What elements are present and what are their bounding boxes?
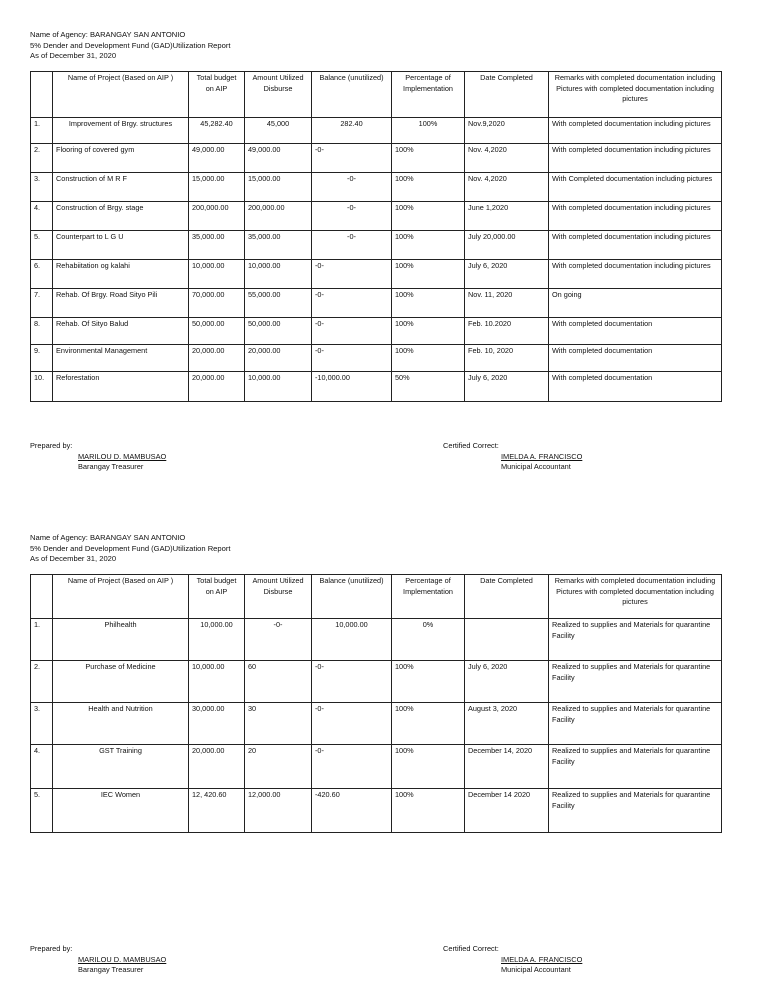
table-row: 3. Construction of M R F 15,000.00 15,000.00 -0- 100% Nov. 4,2020 With Completed documentation including pictures (31, 173, 722, 202)
prepared-title: Barangay Treasurer (78, 965, 144, 974)
table-row: 5. IEC Women 12, 420.60 12,000.00 -420.60 100% December 14 2020 Realized to supplies and Materials for quarantine Facility (31, 789, 722, 833)
certified-name: IMELDA A. FRANCISCO (501, 451, 583, 461)
report-date: As of December 31, 2020 (30, 554, 117, 563)
col-no (31, 72, 53, 118)
col-percentage: Percentage of Implementation (392, 72, 465, 118)
col-remarks: Remarks with completed documentation including Pictures with completed documentation including pictures (549, 72, 722, 118)
col-project: Name of Project (Based on AIP ) (53, 575, 189, 619)
report1-table (30, 71, 722, 402)
table-row: 7. Rehab. Of Brgy. Road Sityo Pili 70,000.00 55,000.00 -0- 100% Nov. 11, 2020 On going (31, 289, 722, 318)
col-budget: Total budget on AIP (189, 72, 245, 118)
table-header-row (31, 72, 722, 118)
table-header-row (31, 575, 722, 619)
certified-by-block (443, 441, 582, 473)
table-row: 1. Improvement of Brgy. structures 45,282.40 45,000 282.40 100% Nov.9,2020 With completed documentation including pictures (31, 118, 722, 144)
table-row: 8. Rehab. Of Sityo Balud 50,000.00 50,000.00 -0- 100% Feb. 10.2020 With completed documentation (31, 318, 722, 345)
report2-table (30, 574, 722, 833)
table-row: 3. Health and Nutrition 30,000.00 30 -0- 100% August 3, 2020 Realized to supplies and Materials for quarantine Facility (31, 703, 722, 745)
col-date: Date Completed (465, 72, 549, 118)
agency-name: Name of Agency: BARANGAY SAN ANTONIO (30, 30, 186, 39)
certified-title: Municipal Accountant (501, 965, 571, 974)
agency-name: Name of Agency: BARANGAY SAN ANTONIO (30, 533, 186, 542)
col-utilized: Amount Utilized Disburse (245, 575, 312, 619)
certified-label: Certified Correct: (443, 441, 499, 450)
report-title: 5% Dender and Development Fund (GAD)Utilization Report (30, 543, 231, 553)
prepared-title: Barangay Treasurer (78, 462, 144, 471)
table-row: 2. Purchase of Medicine 10,000.00 60 -0- 100% July 6, 2020 Realized to supplies and Materials for quarantine Facility (31, 661, 722, 703)
certified-title: Municipal Accountant (501, 462, 571, 471)
table-row: 9. Environmental Management 20,000.00 20,000.00 -0- 100% Feb. 10, 2020 With completed documentation (31, 345, 722, 372)
prepared-label: Prepared by: (30, 944, 73, 953)
table-row: 10. Reforestation 20,000.00 10,000.00 -10,000.00 50% July 6, 2020 With completed documentation (31, 372, 722, 402)
table-row: 1. Philhealth 10,000.00 -0- 10,000.00 0% Realized to supplies and Materials for quarantine Facility (31, 619, 722, 661)
col-no (31, 575, 53, 619)
report-title: 5% Dender and Development Fund (GAD)Utilization Report (30, 40, 231, 50)
certified-by-block (443, 944, 582, 976)
table-row: 5. Counterpart to L G U 35,000.00 35,000.00 -0- 100% July 20,000.00 With completed documentation including pictures (31, 231, 722, 260)
table-row: 2. Flooring of covered gym 49,000.00 49,000.00 -0- 100% Nov. 4,2020 With completed documentation including pictures (31, 144, 722, 173)
col-utilized: Amount Utilized Disburse (245, 72, 312, 118)
prepared-name: MARILOU D. MAMBUSAO (78, 954, 167, 964)
col-balance: Balance (unutilized) (312, 575, 392, 619)
col-project: Name of Project (Based on AIP ) (53, 72, 189, 118)
report-date: As of December 31, 2020 (30, 51, 117, 60)
col-balance: Balance (unutilized) (312, 72, 392, 118)
prepared-label: Prepared by: (30, 441, 73, 450)
prepared-by-block (30, 944, 166, 976)
report1-header (30, 30, 231, 62)
col-date: Date Completed (465, 575, 549, 619)
certified-name: IMELDA A. FRANCISCO (501, 954, 583, 964)
table-row: 4. Construction of Brgy. stage 200,000.00 200,000.00 -0- 100% June 1,2020 With completed documentation including pictures (31, 202, 722, 231)
col-percentage: Percentage of Implementation (392, 575, 465, 619)
report2-header (30, 533, 231, 565)
prepared-by-block (30, 441, 166, 473)
certified-label: Certified Correct: (443, 944, 499, 953)
col-budget: Total budget on AIP (189, 575, 245, 619)
table-row: 4. GST Training 20,000.00 20 -0- 100% December 14, 2020 Realized to supplies and Materials for quarantine Facility (31, 745, 722, 789)
prepared-name: MARILOU D. MAMBUSAO (78, 451, 167, 461)
col-remarks: Remarks with completed documentation including Pictures with completed documentation including pictures (549, 575, 722, 619)
table-row: 6. Rehabiitation og kalahi 10,000.00 10,000.00 -0- 100% July 6, 2020 With completed documentation including pictures (31, 260, 722, 289)
